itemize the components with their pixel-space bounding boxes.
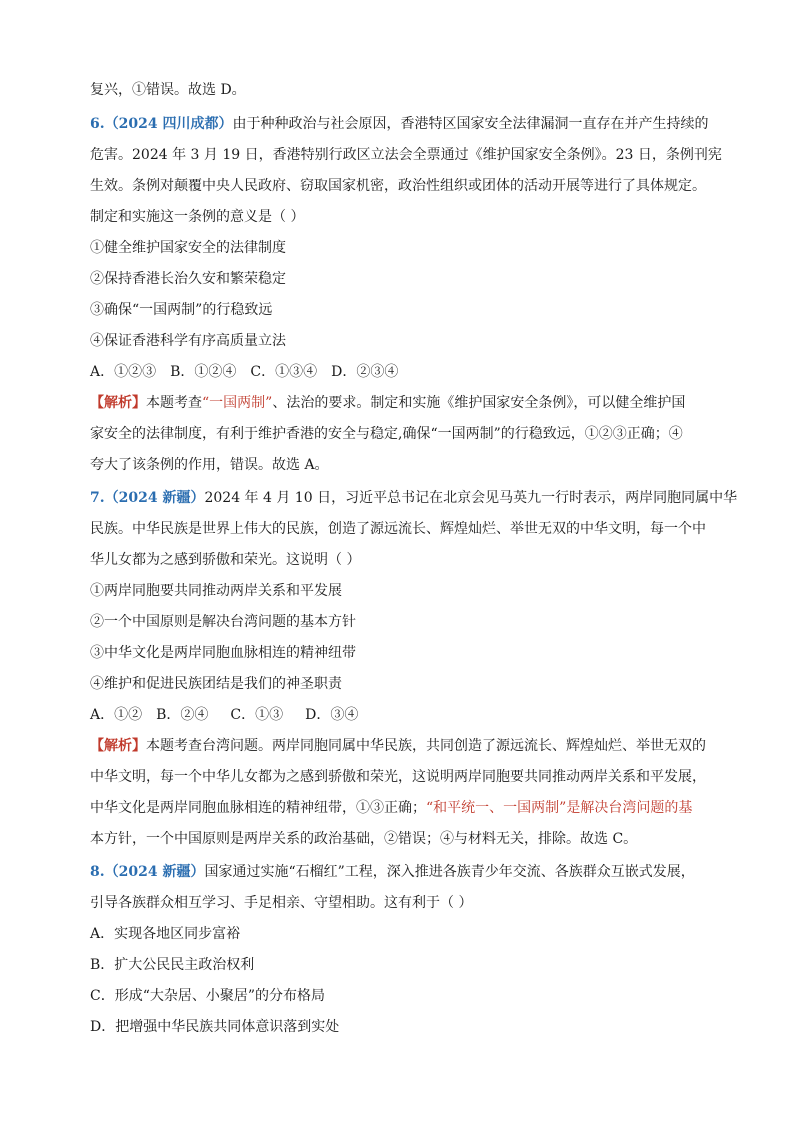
question-source: （2024 四川成都） (104, 116, 233, 132)
statement-item: ②保持香港长治久安和繁荣稳定 (90, 271, 286, 287)
question-number: 7. (90, 490, 105, 506)
highlight-text: “和平统一、一国两制”是解决台湾问题的基 (426, 800, 693, 816)
question-8-stem (90, 862, 695, 882)
statement-item: ②一个中国原则是解决台湾问题的基本方针 (90, 614, 356, 630)
question-number: 6. (90, 116, 105, 132)
text-line: 家安全的法律制度，有利于维护香港的安全与稳定,确保“一国两制”的行稳致远，①②③正确；④ (90, 426, 683, 442)
analysis-tag: 【解析】 (90, 738, 146, 754)
choices-row (90, 362, 398, 382)
choice-c: C．①③ (230, 707, 284, 723)
text-line: 夸大了该条例的作用，错误。故选 A。 (90, 457, 329, 473)
statement-item: ①健全维护国家安全的法律制度 (90, 240, 286, 256)
text-span: 本题考查台湾问题。两岸同胞同属中华民族，共同创造了源远流长、辉煌灿烂、举世无双的 (146, 738, 706, 754)
statement-item: ③中华文化是两岸同胞血脉相连的精神纽带 (90, 645, 356, 661)
text-line: 复兴，①错误。故选 D。 (90, 82, 246, 98)
choice-b: B．②④ (156, 707, 209, 723)
choice-d: D．②③④ (331, 364, 399, 380)
text-line: 引导各族群众相互学习、手足相亲、守望相助。这有利于（ ） (90, 895, 473, 911)
text-span: 、法治的要求。制定和实施《维护国家安全条例》，可以健全维护国 (272, 395, 686, 411)
text-line: 由于种种政治与社会原因，香港特区国家安全法律漏洞一直存在并产生持续的 (232, 116, 709, 132)
question-source: （2024 新疆） (104, 864, 205, 880)
text-line: 中华文明，每一个中华儿女都为之感到骄傲和荣光，这说明两岸同胞要共同推动两岸关系和平发展， (90, 769, 706, 785)
statement-item: ③确保“一国两制”的行稳致远 (90, 302, 273, 318)
text-line (90, 798, 692, 818)
choices-row (90, 705, 358, 725)
question-7-stem (90, 488, 737, 508)
text-line: 本方针，一个中国原则是两岸关系的政治基础，②错误；④与材料无关，排除。故选 C。 (90, 831, 638, 847)
choice-c: C．①③④ (250, 364, 318, 380)
text-line: 生效。条例对颠覆中央人民政府、窃取国家机密，政治性组织或团体的活动开展等进行了具体规定。 (90, 178, 706, 194)
analysis-6 (90, 393, 685, 413)
choice-b: B．①②④ (170, 364, 237, 380)
analysis-tag: 【解析】 (90, 395, 146, 411)
text-line: 2024 年 4 月 10 日，习近平总书记在北京会见马英九一行时表示，两岸同胞同属中华 (204, 490, 738, 506)
choice-d: D．把增强中华民族共同体意识落到实处 (90, 1019, 340, 1035)
text-line: 危害。2024 年 3 月 19 日，香港特别行政区立法会全票通过《维护国家安全条例》。23 日，条例刊宪 (90, 147, 722, 163)
choice-a: A．①② (90, 707, 143, 723)
question-6-stem (90, 114, 708, 134)
text-line: 国家通过实施“石榴红”工程，深入推进各族青少年交流、各族群众互嵌式发展， (204, 864, 695, 880)
text-line: 华儿女都为之感到骄傲和荣光。这说明（ ） (90, 552, 361, 568)
text-span: 中华文化是两岸同胞血脉相连的精神纽带，①③正确； (90, 800, 426, 816)
analysis-7 (90, 736, 706, 756)
text-line: 制定和实施这一条例的意义是（ ） (90, 209, 305, 225)
question-number: 8. (90, 864, 105, 880)
choice-b: B．扩大公民民主政治权利 (90, 957, 255, 973)
highlight-text: “一国两制” (202, 395, 273, 411)
statement-item: ④维护和促进民族团结是我们的神圣职责 (90, 676, 342, 692)
question-source: （2024 新疆） (104, 490, 205, 506)
statement-item: ①两岸同胞要共同推动两岸关系和平发展 (90, 583, 342, 599)
statement-item: ④保证香港科学有序高质量立法 (90, 333, 286, 349)
text-line: 民族。中华民族是世界上伟大的民族，创造了源远流长、辉煌灿烂、举世无双的中华文明，每一个中 (90, 521, 706, 537)
text-span: 本题考查 (146, 395, 202, 411)
choice-a: A．实现各地区同步富裕 (90, 926, 241, 942)
choice-a: A．①②③ (90, 364, 157, 380)
choice-c: C．形成“大杂居、小聚居”的分布格局 (90, 988, 326, 1004)
choice-d: D．③④ (305, 707, 359, 723)
